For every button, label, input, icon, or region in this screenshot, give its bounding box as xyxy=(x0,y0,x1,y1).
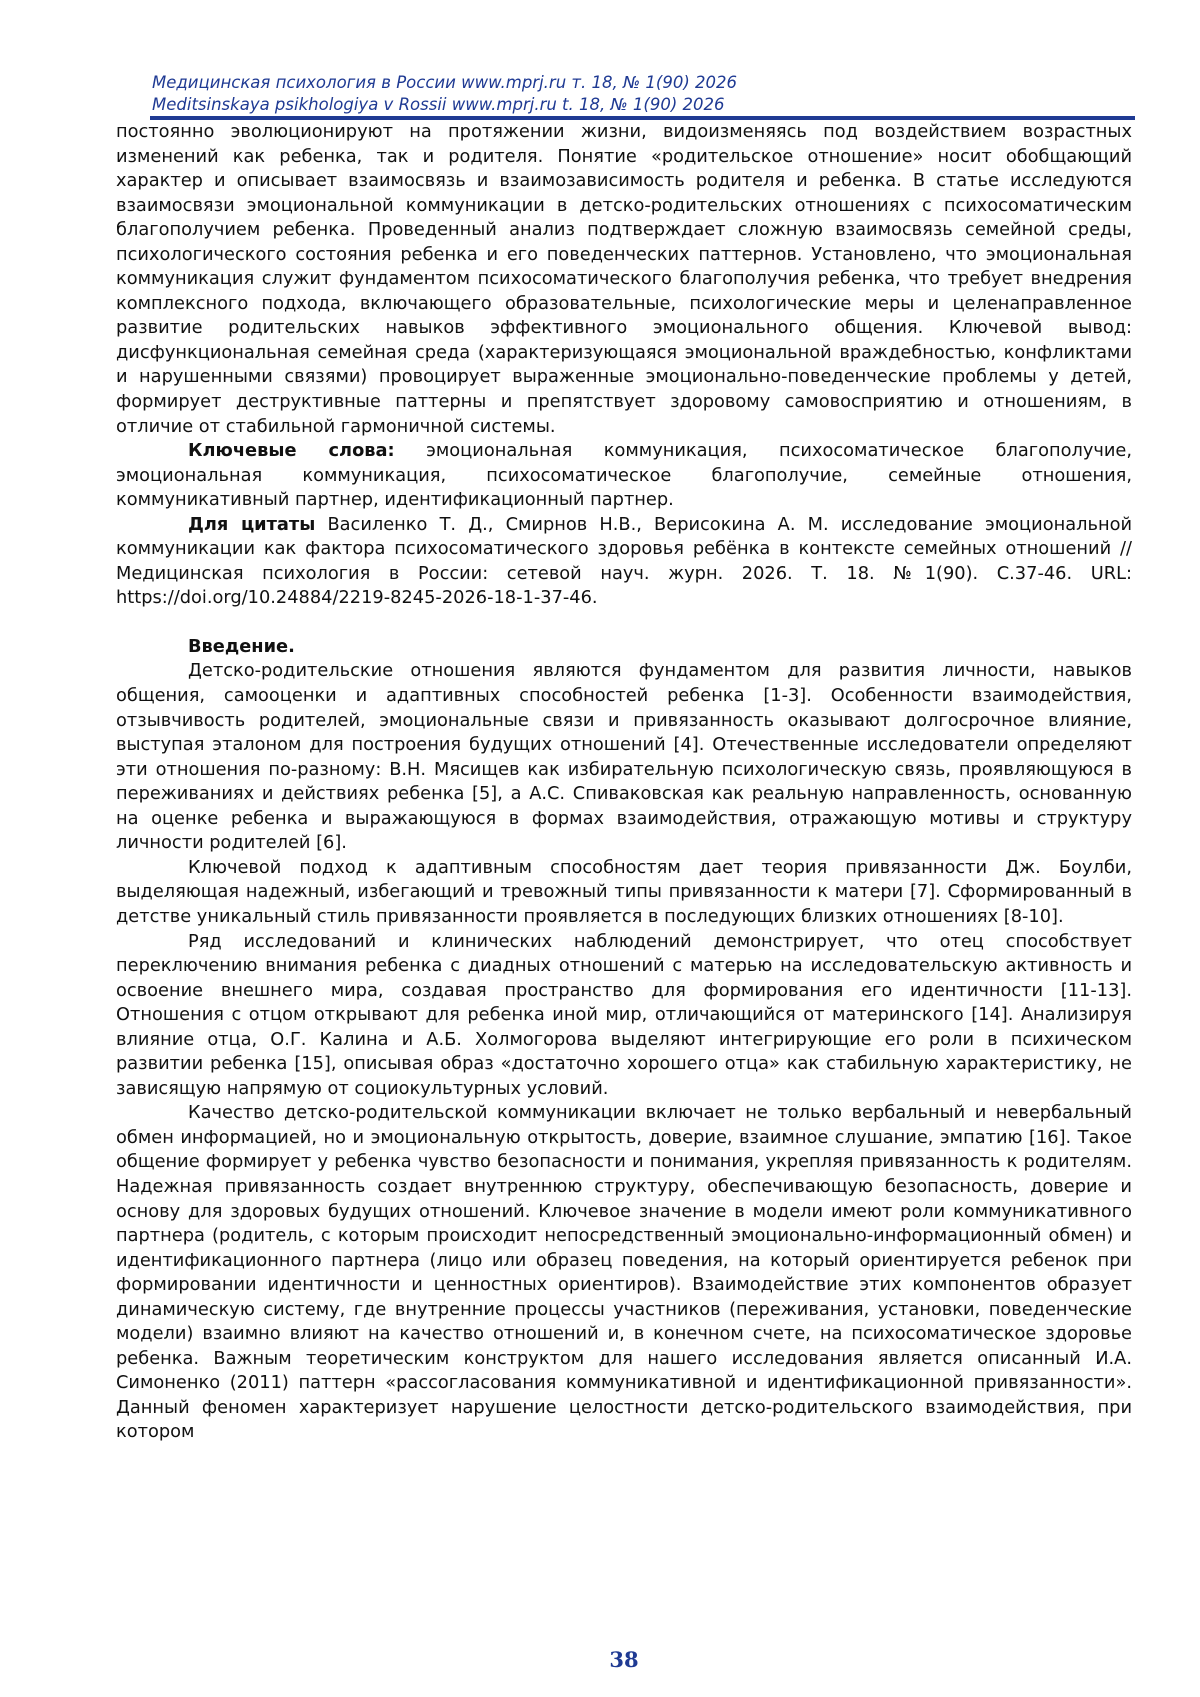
journal-header-transliterated: Meditsinskaya psikhologiya v Rossii www.mprj.ru t. 18, № 1(90) 2026 xyxy=(152,95,725,114)
keywords-text: эмоциональная коммуникация, психосоматическое благополучие, эмоциональная коммуникация, психосоматическое благополучие, семейные отношения, коммуникативный партнер, идентификационный партнер. xyxy=(116,440,1132,511)
journal-header-russian: Медицинская психология в России www.mprj.ru т. 18, № 1(90) 2026 xyxy=(152,73,737,92)
introduction-paragraph: Ключевой подход к адаптивным способностям дает теория привязанности Дж. Боулби, выделяющая надежный, избегающий и тревожный типы привязанности к матери [7]. Сформированный в детстве уникальный стиль привязанности проявляется в последующих близких отношениях [8-10]. xyxy=(116,856,1132,927)
introduction-heading xyxy=(116,635,1132,660)
section-spacer xyxy=(116,611,1132,635)
page-number: 38 xyxy=(609,1647,639,1672)
introduction-heading-text: Введение. xyxy=(188,635,295,657)
introduction-paragraph: Детско-родительские отношения являются фундаментом для развития личности, навыков общения, самооценки и адаптивных способностей ребенка [1-3]. Особенности взаимодействия, отзывчивость родителей, эмоциональные связи и привязанность оказывают долгосрочное влияние, выступая эталоном для построения будущих отношений [4]. Отечественные исследователи определяют эти отношения по-разному: В.Н. Мясищев как избирательную психологическую связь, проявляющуюся в переживаниях и действиях ребенка [5], а А.С. Спиваковская как реальную направленность, основанную на оценке ребенка и выражающуюся в формах взаимодействия, отражающую мотивы и структуру личности родителей [6]. xyxy=(116,660,1132,854)
journal-header xyxy=(152,72,1132,116)
citation-paragraph xyxy=(116,513,1132,611)
article-body xyxy=(116,120,1132,1445)
introduction-paragraph: Ряд исследований и клинических наблюдений демонстрирует, что отец способствует переключению внимания ребенка с диадных отношений с матерью на исследовательскую активность и освоение внешнего мира, создавая пространство для формирования его идентичности [11-13]. Отношения с отцом открывают для ребенка иной мир, отличающийся от материнского [14]. Анализируя влияние отца, О.Г. Калина и А.Б. Холмогорова выделяют интегрирующие его роли в психическом развитии ребенка [15], описывая образ «достаточно хорошего отца» как стабильную характеристику, не зависящую напрямую от социокультурных условий. xyxy=(116,930,1132,1099)
keywords-paragraph xyxy=(116,439,1132,513)
abstract-continuation: постоянно эволюционируют на протяжении жизни, видоизменяясь под воздействием возрастных изменений как ребенка, так и родителя. Понятие «родительское отношение» носит обобщающий характер и описывает взаимосвязь и взаимозависимость родителя и ребенка. В статье исследуются взаимосвязи эмоциональной коммуникации в детско-родительских отношениях с психосоматическим благополучием ребенка. Проведенный анализ подтверждает сложную взаимосвязь семейной среды, психологического состояния ребенка и его поведенческих паттернов. Установлено, что эмоциональная коммуникация служит фундаментом психосоматического благополучия ребенка, что требует внедрения комплексного подхода, включающего образовательные, психологические меры и целенаправленное развитие родительских навыков эффективного эмоционального общения. Ключевой вывод: дисфункциональная семейная среда (характеризующаяся эмоциональной враждебностью, конфликтами и нарушенными связями) провоцирует выраженные эмоционально-поведенческие проблемы у детей, формирует деструктивные паттерны и препятствует здоровому самовосприятию и отношениям, в отличие от стабильной гармоничной системы. xyxy=(116,121,1132,437)
citation-text: Василенко Т. Д., Смирнов Н.В., Верисокина А. М. исследование эмоциональной коммуникации как фактора психосоматического здоровья ребёнка в контексте семейных отношений // Медицинская психология в России: сетевой науч. журн. 2026. Т. 18. №1(90). С.37-46. URL: https://doi.org/10.24884/2219-8245-2026-18-1-37-46. xyxy=(116,513,1133,609)
introduction-paragraph: Качество детско-родительской коммуникации включает не только вербальный и невербальный обмен информацией, но и эмоциональную открытость, доверие, взаимное слушание, эмпатию [16]. Такое общение формирует у ребенка чувство безопасности и понимания, укрепляя привязанность к родителям. Надежная привязанность создает внутреннюю структуру, обеспечивающую безопасность, доверие и основу для здоровых будущих отношений. Ключевое значение в модели имеют роли коммуникативного партнера (родитель, с которым происходит непосредственный эмоционально-информационный обмен) и идентификационного партнера (лицо или образец поведения, на который ориентируется ребенок при формировании идентичности и ценностных ориентиров). Взаимодействие этих компонентов образует динамическую систему, где внутренние процессы участников (переживания, установки, поведенческие модели) взаимно влияют на качество отношений и, в конечном счете, на психосоматическое здоровье ребенка. Важным теоретическим конструктом для нашего исследования является описанный И.А. Симоненко (2011) паттерн «рассогласования коммуникативной и идентификационной привязанности». Данный феномен характеризует нарушение целостности детско-родительского взаимодействия, при котором xyxy=(116,1102,1132,1443)
keywords-label: Ключевые слова: xyxy=(188,440,395,462)
citation-label: Для цитаты xyxy=(188,513,316,535)
